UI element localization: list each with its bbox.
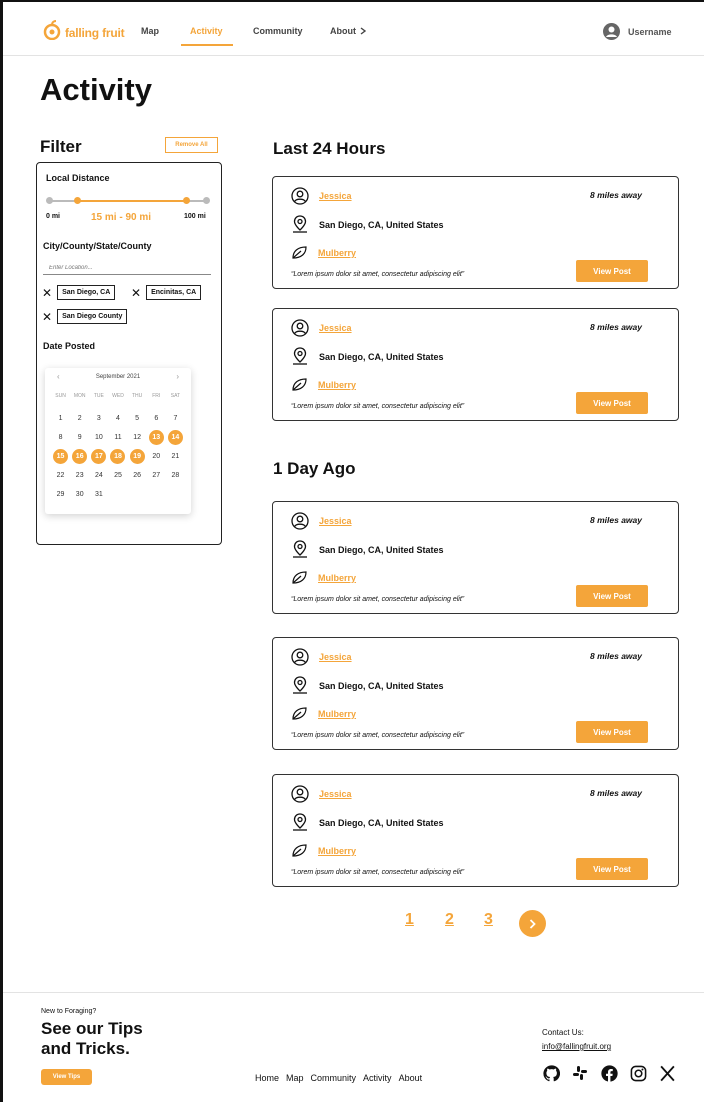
nav-community[interactable]: Community <box>253 26 303 36</box>
chip-label: Encinitas, CA <box>146 285 201 300</box>
fruit-logo-icon <box>43 20 61 45</box>
calendar-day[interactable]: 24 <box>94 472 103 479</box>
post-fruit-link[interactable]: Mulberry <box>318 379 357 390</box>
distance-label: Local Distance <box>46 173 110 183</box>
post-fruit-link[interactable]: Mulberry <box>318 708 357 719</box>
calendar-prev-icon[interactable]: ‹ <box>57 372 60 381</box>
date-posted-label: Date Posted <box>43 341 96 351</box>
calendar-weekdays <box>51 393 185 399</box>
calendar-month: September 2021 <box>95 374 141 380</box>
chevron-right-icon <box>529 919 536 929</box>
distance-slider-range <box>77 200 187 202</box>
page-1-link[interactable]: 1 <box>405 911 414 928</box>
post-location-row <box>291 215 444 234</box>
post-user-link[interactable]: Jessica <box>319 323 352 333</box>
post-distance: 8 miles away <box>590 651 642 661</box>
page-2-link[interactable]: 2 <box>445 911 454 928</box>
post-quote: “Lorem ipsum dolor sit amet, consectetur adipiscing elit” <box>291 596 465 603</box>
calendar-day[interactable]: 21 <box>171 453 180 460</box>
remove-chip-icon[interactable]: ✕ <box>42 309 53 324</box>
calendar-day[interactable]: 10 <box>94 434 103 441</box>
post-distance: 8 miles away <box>590 515 642 525</box>
calendar-day-selected[interactable]: 16 <box>72 449 87 464</box>
filter-title: Filter <box>40 137 82 156</box>
chip-label: San Diego, CA <box>57 285 115 300</box>
post-fruit-row <box>291 843 356 858</box>
weekday-label: THU <box>131 393 143 399</box>
post-user-row <box>291 648 352 666</box>
calendar-day[interactable]: 29 <box>56 491 65 498</box>
leaf-icon <box>291 377 308 392</box>
calendar-day-selected[interactable]: 18 <box>110 449 125 464</box>
post-fruit-row <box>291 570 356 585</box>
section-title: Last 24 Hours <box>273 139 386 158</box>
footer-headline: See our Tips and Tricks. <box>41 1019 143 1058</box>
page-3-link[interactable]: 3 <box>484 911 493 928</box>
top-navigation <box>3 2 704 56</box>
calendar-day[interactable]: 8 <box>58 434 63 441</box>
calendar-day[interactable]: 1 <box>58 415 63 422</box>
slider-max-stop <box>203 197 210 204</box>
user-icon <box>291 512 309 530</box>
calendar-day-selected[interactable]: 14 <box>168 430 183 445</box>
footer-link-about[interactable]: About <box>398 1073 423 1083</box>
post-location: San Diego, CA, United States <box>319 351 444 362</box>
location-pin-icon <box>291 813 309 832</box>
user-avatar-icon <box>603 23 620 40</box>
post-distance: 8 miles away <box>590 190 642 200</box>
weekday-label: SUN <box>55 393 66 399</box>
view-post-button[interactable]: View Post <box>576 585 648 607</box>
slider-min-label: 0 mi <box>46 213 61 220</box>
instagram-icon[interactable] <box>629 1064 647 1082</box>
location-label: City/County/State/County <box>43 241 152 251</box>
location-chip <box>42 285 115 300</box>
page-title: Activity <box>40 72 152 107</box>
post-user-link[interactable]: Jessica <box>319 191 352 201</box>
contact-label: Contact Us: <box>542 1028 584 1037</box>
post-user-row <box>291 187 352 205</box>
location-input[interactable] <box>43 261 211 275</box>
post-card <box>272 774 679 887</box>
post-user-row <box>291 512 352 530</box>
contact-email[interactable]: info@fallingfruit.org <box>542 1042 612 1051</box>
post-location-row <box>291 540 444 559</box>
facebook-icon[interactable] <box>600 1064 618 1082</box>
slider-min-stop <box>46 197 53 204</box>
post-fruit-link[interactable]: Mulberry <box>318 845 357 856</box>
location-pin-icon <box>291 215 309 234</box>
footer-link-community[interactable]: Community <box>310 1073 357 1083</box>
user-menu[interactable] <box>603 23 672 40</box>
view-post-button[interactable]: View Post <box>576 260 648 282</box>
chevron-right-icon <box>360 27 366 35</box>
post-user-row <box>291 785 352 803</box>
calendar-day-selected[interactable]: 19 <box>130 449 145 464</box>
weekday-label: FRI <box>152 393 161 399</box>
view-tips-button[interactable]: View Tips <box>41 1069 92 1085</box>
username: Username <box>628 26 672 37</box>
weekday-label: WED <box>112 393 124 399</box>
post-fruit-link[interactable]: Mulberry <box>318 572 357 583</box>
location-pin-icon <box>291 676 309 695</box>
post-location: San Diego, CA, United States <box>319 817 444 828</box>
calendar-day[interactable]: 4 <box>116 415 120 422</box>
leaf-icon <box>291 245 308 260</box>
remove-all-button[interactable]: Remove All <box>165 137 218 153</box>
post-card <box>272 501 679 614</box>
remove-chip-icon[interactable]: ✕ <box>42 285 53 300</box>
post-location-row <box>291 676 444 695</box>
calendar-day[interactable]: 28 <box>171 472 180 479</box>
leaf-icon <box>291 706 308 721</box>
post-location-row <box>291 813 444 832</box>
location-chip <box>42 309 127 324</box>
calendar-day[interactable]: 31 <box>94 491 103 498</box>
logo-text: falling fruit <box>65 25 125 40</box>
chip-label: San Diego County <box>57 309 127 324</box>
post-location: San Diego, CA, United States <box>319 680 444 691</box>
calendar-day[interactable]: 5 <box>135 415 140 422</box>
section-title: 1 Day Ago <box>273 459 356 478</box>
view-post-button[interactable]: View Post <box>576 721 648 743</box>
footer-eyebrow: New to Foraging? <box>41 1008 97 1015</box>
date-calendar <box>45 368 191 514</box>
post-location: San Diego, CA, United States <box>319 219 444 230</box>
post-quote: “Lorem ipsum dolor sit amet, consectetur adipiscing elit” <box>291 732 465 739</box>
calendar-day[interactable]: 6 <box>154 415 159 422</box>
leaf-icon <box>291 843 308 858</box>
post-quote: “Lorem ipsum dolor sit amet, consectetur adipiscing elit” <box>291 271 465 278</box>
post-location-row <box>291 347 444 366</box>
slider-max-label: 100 mi <box>184 213 206 220</box>
filter-panel <box>36 162 222 545</box>
user-icon <box>291 187 309 205</box>
location-pin-icon <box>291 540 309 559</box>
calendar-day[interactable]: 20 <box>152 453 161 460</box>
leaf-icon <box>291 570 308 585</box>
x-icon[interactable] <box>658 1064 676 1082</box>
nav-about[interactable] <box>330 26 366 36</box>
calendar-day-selected[interactable]: 15 <box>53 449 68 464</box>
next-page-button[interactable] <box>519 910 546 937</box>
footer-link-map[interactable]: Map <box>286 1073 304 1083</box>
calendar-day[interactable]: 25 <box>114 472 122 479</box>
remove-chip-icon[interactable]: ✕ <box>131 285 142 300</box>
post-distance: 8 miles away <box>590 322 642 332</box>
calendar-day[interactable]: 12 <box>133 434 142 441</box>
user-icon <box>291 648 309 666</box>
weekday-label: SAT <box>170 393 181 399</box>
post-user-link[interactable]: Jessica <box>319 652 352 662</box>
slack-icon[interactable] <box>571 1064 589 1082</box>
calendar-day[interactable]: 27 <box>152 472 161 479</box>
weekday-label: TUE <box>93 393 104 399</box>
post-card <box>272 308 679 421</box>
calendar-day[interactable]: 22 <box>56 472 65 479</box>
location-chip <box>131 285 201 300</box>
post-user-link[interactable]: Jessica <box>319 516 352 526</box>
user-icon <box>291 785 309 803</box>
logo[interactable] <box>43 20 124 45</box>
slider-range-value: 15 mi - 90 mi <box>91 212 152 223</box>
weekday-label: MON <box>73 393 86 399</box>
footer-link-activity[interactable]: Activity <box>363 1073 392 1083</box>
calendar-days <box>51 411 185 502</box>
slider-handle-low[interactable] <box>74 197 81 204</box>
calendar-day[interactable]: 30 <box>75 491 84 498</box>
calendar-day[interactable]: 23 <box>75 472 84 479</box>
calendar-day[interactable]: 26 <box>133 472 142 479</box>
location-pin-icon <box>291 347 309 366</box>
github-icon[interactable] <box>542 1064 560 1082</box>
post-card <box>272 637 679 750</box>
calendar-day-selected[interactable]: 17 <box>91 449 106 464</box>
user-icon <box>291 319 309 337</box>
slider-handle-high[interactable] <box>183 197 190 204</box>
active-tab-underline <box>181 44 233 46</box>
calendar-day[interactable]: 2 <box>77 415 82 422</box>
post-card <box>272 176 679 289</box>
calendar-day[interactable]: 3 <box>96 415 101 422</box>
post-fruit-row <box>291 706 356 721</box>
post-quote: “Lorem ipsum dolor sit amet, consectetur adipiscing elit” <box>291 403 465 410</box>
calendar-next-icon[interactable]: › <box>176 372 179 381</box>
nav-map[interactable]: Map <box>141 26 159 36</box>
post-quote: “Lorem ipsum dolor sit amet, consectetur adipiscing elit” <box>291 869 465 876</box>
post-fruit-row <box>291 377 356 392</box>
social-links <box>542 1064 676 1082</box>
calendar-day[interactable]: 11 <box>114 434 122 441</box>
view-post-button[interactable]: View Post <box>576 392 648 414</box>
post-fruit-row <box>291 245 356 260</box>
post-user-link[interactable]: Jessica <box>319 789 352 799</box>
calendar-day[interactable]: 7 <box>173 415 178 422</box>
calendar-day-selected[interactable]: 13 <box>149 430 164 445</box>
footer <box>3 992 704 1102</box>
post-fruit-link[interactable]: Mulberry <box>318 247 357 258</box>
footer-link-home[interactable]: Home <box>255 1073 280 1083</box>
footer-links <box>255 1073 422 1083</box>
view-post-button[interactable]: View Post <box>576 858 648 880</box>
nav-about-label: About <box>330 26 356 36</box>
post-location: San Diego, CA, United States <box>319 544 444 555</box>
nav-activity[interactable]: Activity <box>190 26 223 36</box>
calendar-day[interactable]: 9 <box>77 434 82 441</box>
post-distance: 8 miles away <box>590 788 642 798</box>
post-user-row <box>291 319 352 337</box>
